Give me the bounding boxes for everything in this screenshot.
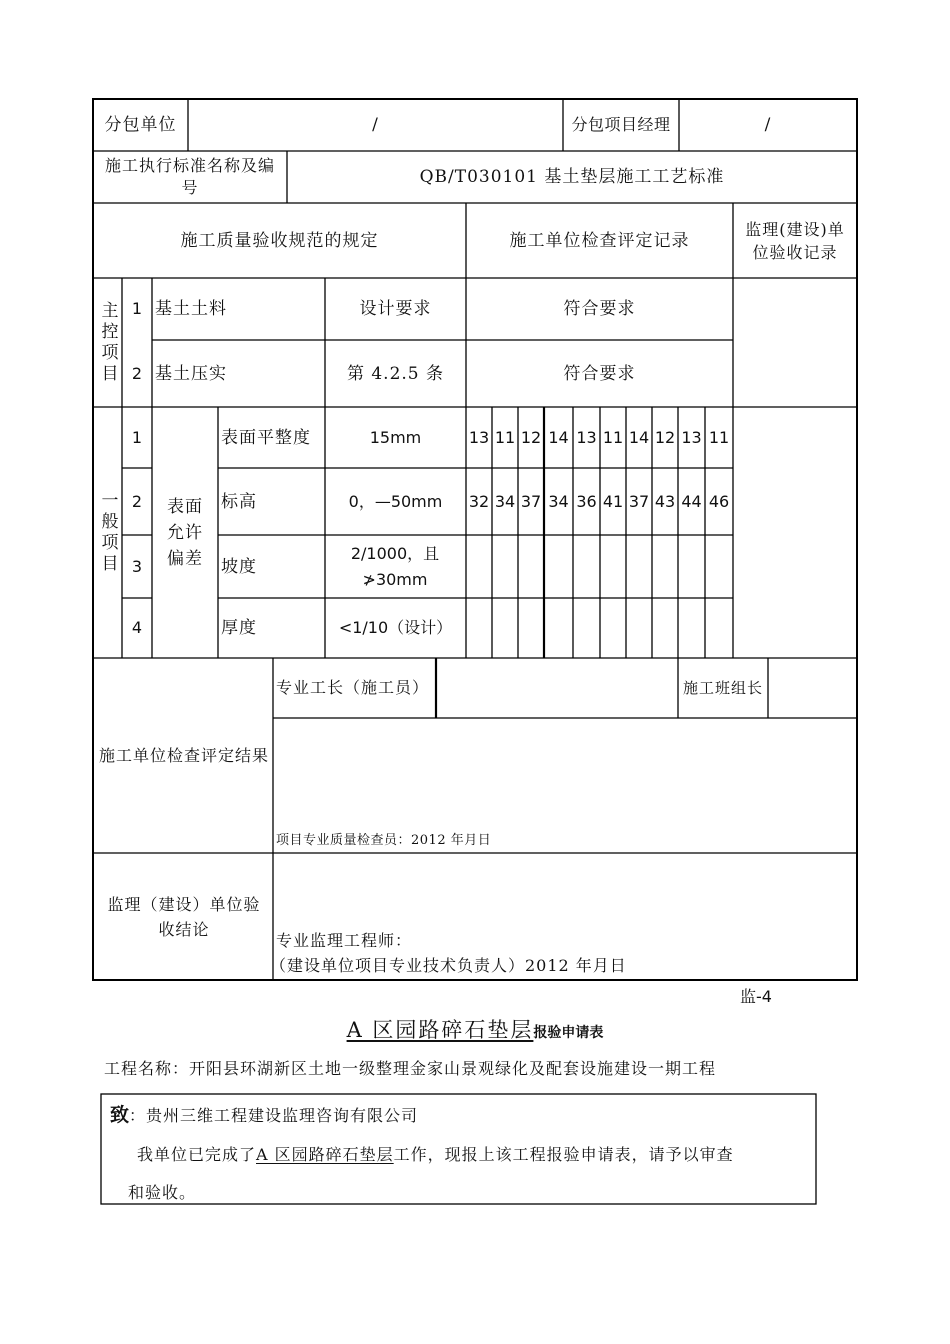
measurement-cell: 12 [654, 427, 676, 447]
addressee-value: ：贵州三维工程建设监理咨询有限公司 [129, 1106, 419, 1125]
contractor-result-label: 施工单位检查评定结果 [98, 745, 269, 765]
general-row-1-no: 1 [131, 427, 143, 447]
measurement-cell [573, 598, 600, 658]
measurement-cell [652, 535, 678, 598]
measurement-cell: 37 [628, 491, 650, 511]
measurement-cell: 11 [602, 427, 624, 447]
general-row-4-no: 4 [131, 618, 143, 637]
measurement-cell [705, 535, 733, 598]
supervisor-record-header: 监理(建设)单位验收记录 [745, 219, 845, 262]
general-row-3-item: 坡度 [221, 556, 257, 577]
main-row-1-item: 基土土料 [155, 299, 227, 319]
general-row-1-item: 表面平整度 [221, 427, 311, 448]
owner-tech-lead-line: （建设单位项目专业技术负责人）2012 年月日 [270, 956, 627, 975]
subcontract-manager-label: 分包项目经理 [571, 115, 671, 134]
measurement-cell: 41 [602, 491, 624, 511]
addressee-line [110, 1100, 418, 1127]
application-title-suffix: 报验申请表 [533, 1025, 604, 1041]
quality-inspector-line: 项目专业质量检查员：2012 年月日 [276, 833, 492, 848]
main-row-2-no: 2 [131, 363, 143, 383]
supervising-engineer-label: 专业监理工程师： [276, 931, 413, 950]
general-row-2-no: 2 [131, 491, 143, 511]
measurement-cell [544, 535, 573, 598]
main-row-1-requirement: 设计要求 [359, 299, 432, 319]
measurement-cell: 37 [520, 491, 542, 511]
measurement-cell [466, 598, 492, 658]
main-row-2-requirement: 第 4.2.5 条 [346, 363, 445, 384]
measurement-cell: 36 [576, 491, 597, 511]
measurement-cell: 32 [468, 491, 490, 511]
team-leader-label: 施工班组长 [683, 679, 764, 697]
measurement-cell [544, 598, 573, 658]
contractor-record-header: 施工单位检查评定记录 [509, 230, 690, 251]
application-body-line-1 [137, 1142, 734, 1165]
project-name: 工程名称：开阳县环湖新区土地一级整理金家山景观绿化及配套设施建设一期工程 [104, 1059, 717, 1078]
general-row-4-requirement: <1/10（设计） [338, 618, 453, 637]
standard-label: 施工执行标准名称及编号 [104, 156, 275, 197]
measurement-cell [492, 535, 518, 598]
measurement-cell: 46 [708, 491, 730, 511]
general-row-3-no: 3 [131, 556, 143, 576]
general-group-cell [93, 407, 122, 658]
measurement-cell: 12 [520, 427, 542, 447]
supervisor-conclusion-label: 监理（建设）单位验收结论 [107, 894, 261, 939]
body-work-item: A 区园路碎石垫层 [256, 1145, 394, 1164]
measurement-cell: 11 [494, 427, 516, 447]
measurement-cell [573, 535, 600, 598]
main-row-2-result: 符合要求 [563, 363, 636, 384]
subcontract-manager-value: / [764, 115, 772, 135]
general-row-4-item: 厚度 [221, 618, 257, 638]
general-row-1-requirement: 15mm [369, 427, 422, 447]
measurement-cell [492, 598, 518, 658]
measurement-cell: 13 [468, 427, 490, 447]
measurement-cell: 34 [548, 491, 569, 511]
measurement-cell [626, 535, 652, 598]
measurement-cell [466, 535, 492, 598]
foreman-label: 专业工长（施工员） [276, 678, 430, 697]
measurement-cell [518, 535, 544, 598]
tolerance-group-label: 表面允许偏差 [167, 496, 203, 569]
measurement-cell: 44 [681, 491, 702, 511]
measurement-cell [626, 598, 652, 658]
general-row-2-requirement: 0，—50mm [348, 491, 443, 511]
measurement-cell [678, 598, 705, 658]
measurement-cell: 43 [654, 491, 676, 511]
standard-value: QB/T030101 基土垫层施工工艺标准 [419, 167, 725, 187]
measurement-cell [600, 535, 626, 598]
measurement-cell [600, 598, 626, 658]
general-group-label: 一般项目 [97, 490, 118, 575]
body-suffix: 工作，现报上该工程报验申请表，请予以审查 [393, 1145, 734, 1164]
measurement-cell: 34 [494, 491, 516, 511]
application-title [0, 1014, 950, 1044]
spec-column-header: 施工质量验收规范的规定 [180, 230, 379, 251]
measurement-cell [652, 598, 678, 658]
main-row-1-no: 1 [131, 299, 143, 318]
subcontract-unit-label: 分包单位 [104, 115, 177, 135]
measurement-cell: 11 [708, 427, 730, 447]
measurement-cell: 13 [681, 427, 702, 447]
subcontract-unit-value: / [372, 115, 379, 135]
form-code: 监-4 [740, 987, 772, 1006]
body-prefix: 我单位已完成了 [137, 1145, 257, 1164]
measurement-cell: 13 [576, 427, 597, 447]
main-row-2-item: 基土压实 [155, 363, 227, 384]
measurement-cell: 14 [628, 427, 650, 447]
measurement-cell: 14 [548, 427, 569, 447]
addressee-label: 致 [110, 1104, 130, 1126]
main-control-group-cell [93, 278, 122, 407]
main-control-group-label: 主控项目 [97, 300, 118, 385]
general-row-2-item: 标高 [221, 491, 257, 512]
measurement-cell [678, 535, 705, 598]
application-body-line-2: 和验收。 [128, 1183, 197, 1202]
measurement-cell [518, 598, 544, 658]
measurement-cell [705, 598, 733, 658]
application-title-main: A 区园路碎石垫层 [346, 1018, 534, 1042]
main-row-1-result: 符合要求 [563, 299, 636, 319]
general-row-3-requirement: 2/1000，且≯30mm [350, 543, 440, 589]
